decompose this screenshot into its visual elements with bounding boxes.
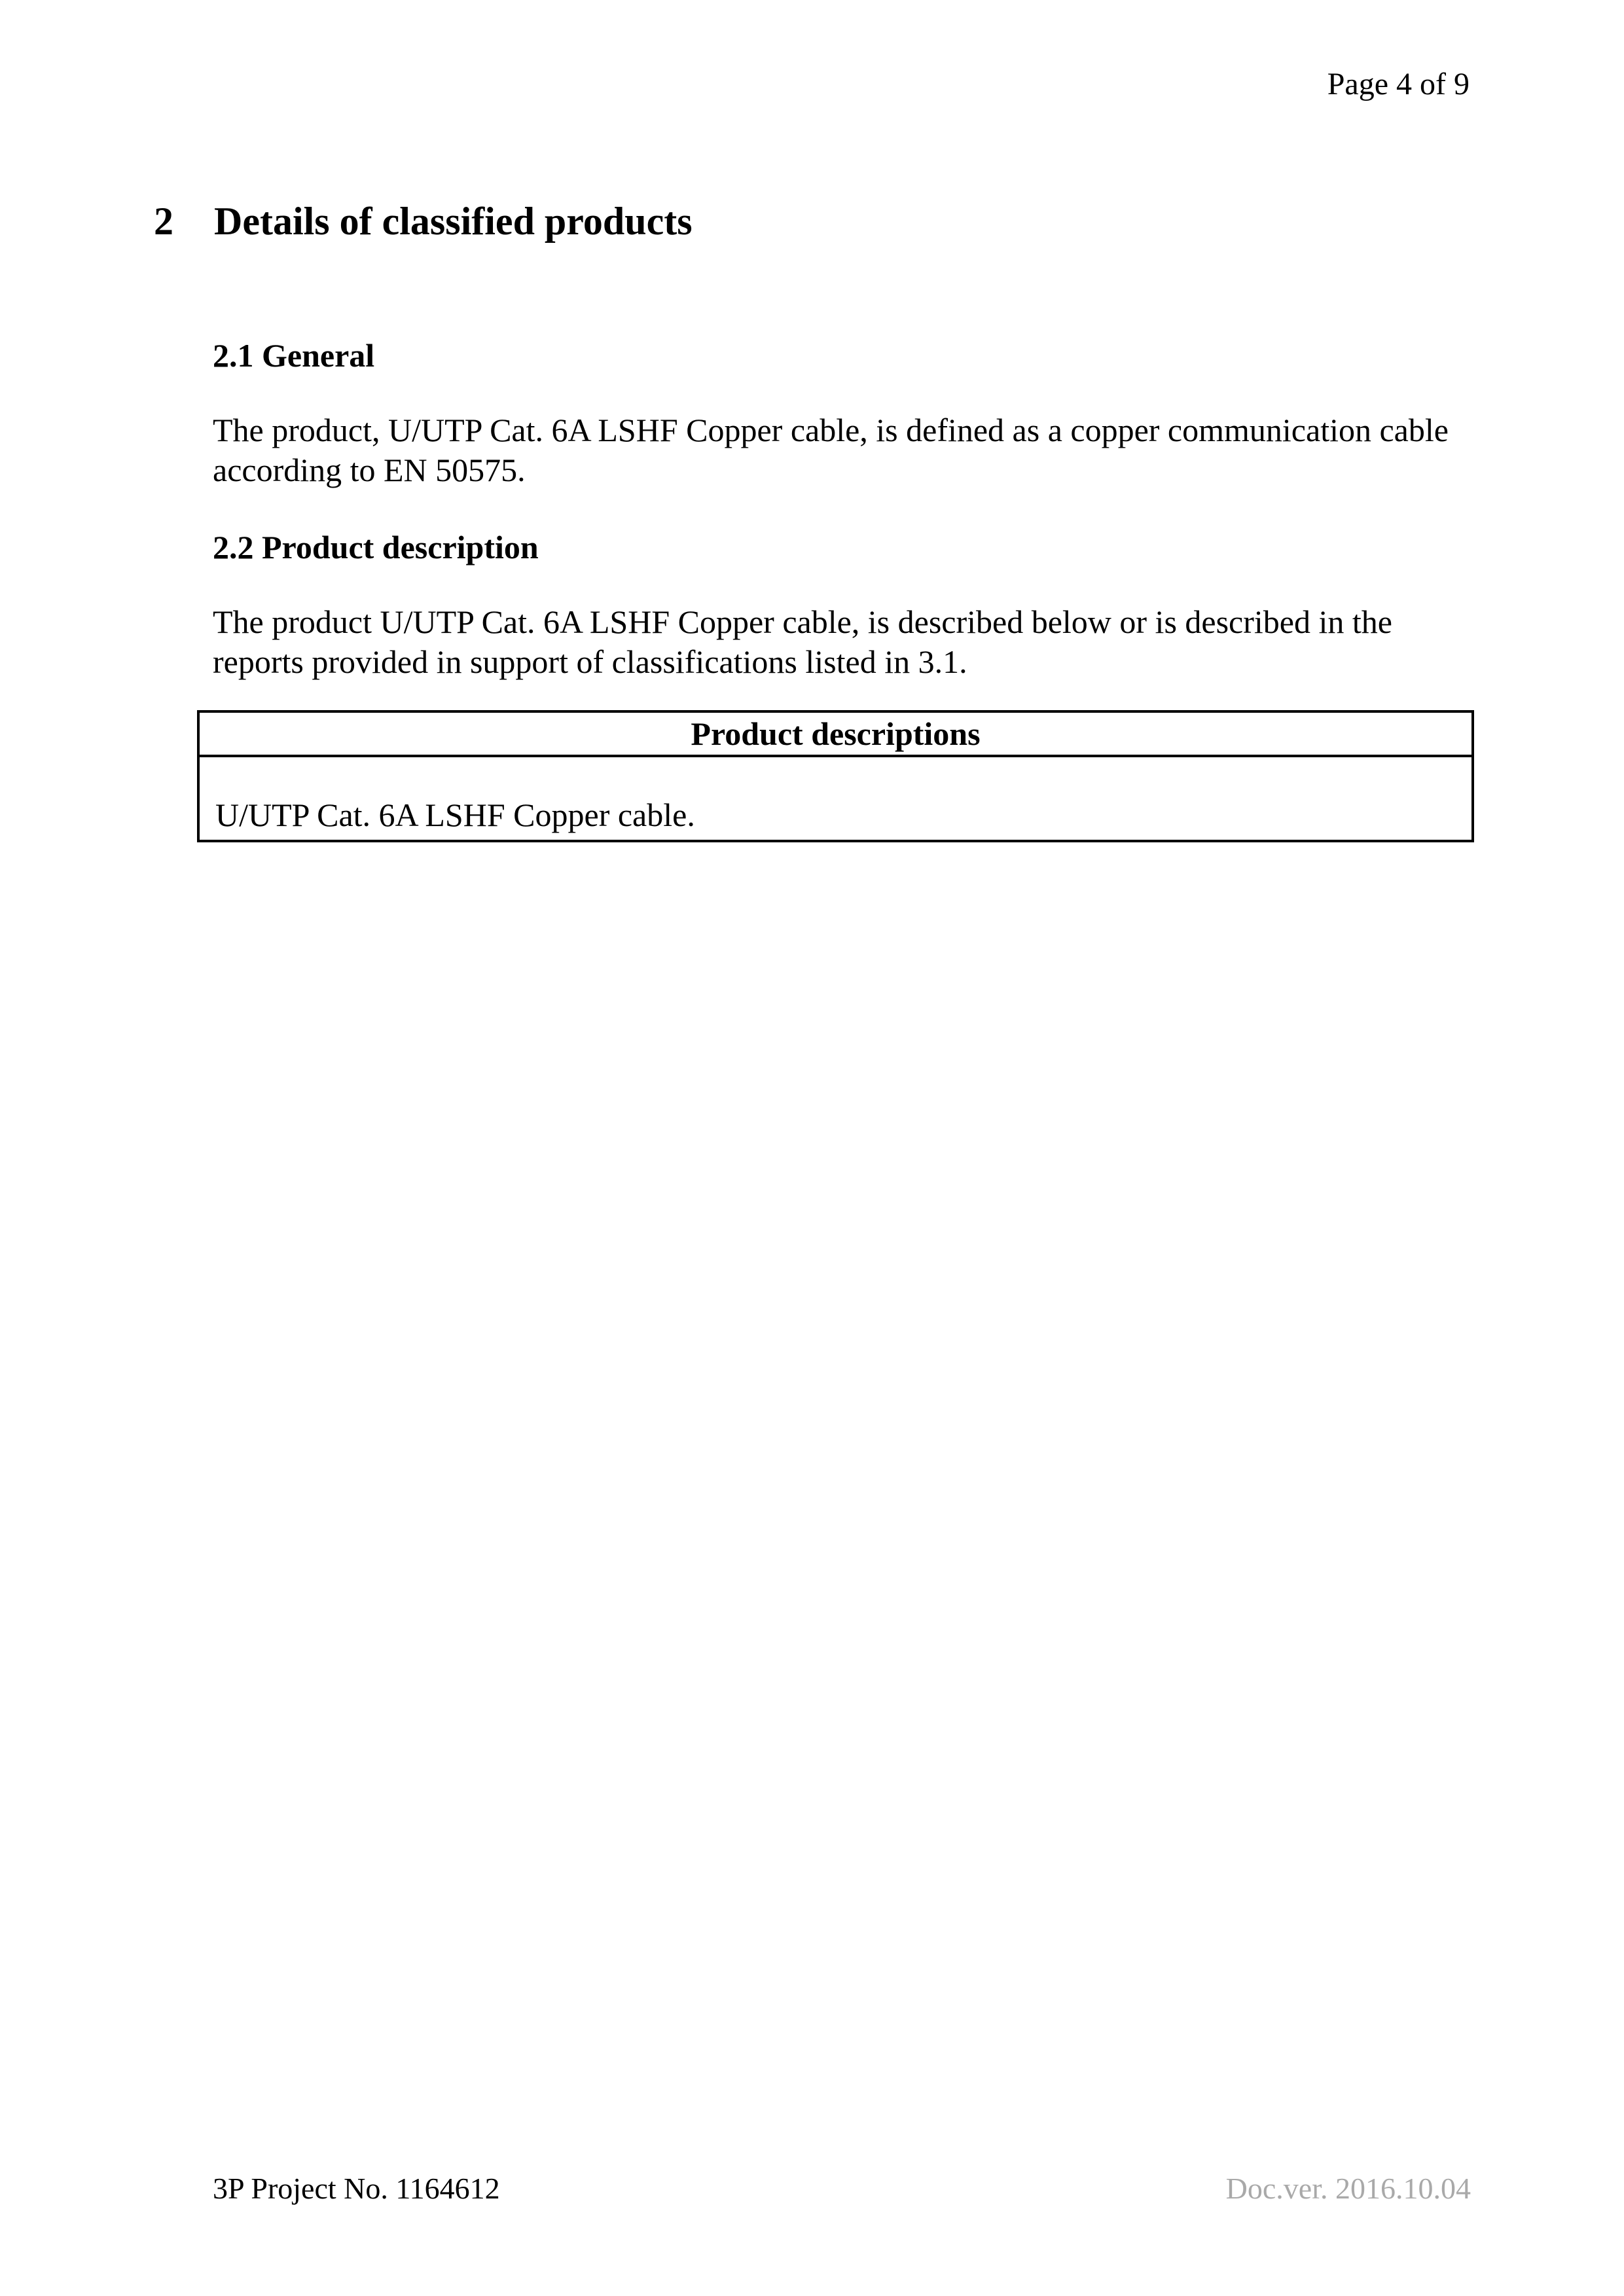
table-cell-product-description: U/UTP Cat. 6A LSHF Copper cable. <box>198 756 1473 841</box>
footer-doc-version: Doc.ver. 2016.10.04 <box>1225 2172 1471 2205</box>
section-body-general: The product, U/UTP Cat. 6A LSHF Copper cable, is defined as a copper communication cable according to EN 50575. <box>213 412 1449 488</box>
chapter-title: Details of classified products <box>214 200 693 243</box>
section-heading-general: 2.1 General <box>213 337 375 374</box>
product-descriptions-table <box>197 710 1474 842</box>
section-body-product-description: The product U/UTP Cat. 6A LSHF Copper cable, is described below or is described in the reports provided in support of classifications listed in 3.1. <box>213 603 1392 680</box>
page-number-indicator: Page 4 of 9 <box>1327 67 1470 101</box>
table-header-row <box>198 711 1473 756</box>
section-heading-product-description: 2.2 Product description <box>213 529 539 565</box>
footer-project-number: 3P Project No. 1164612 <box>213 2172 500 2205</box>
chapter-number: 2 <box>154 200 173 243</box>
chapter-heading <box>154 198 693 245</box>
table-row <box>198 756 1473 841</box>
table-header-cell: Product descriptions <box>198 711 1473 756</box>
